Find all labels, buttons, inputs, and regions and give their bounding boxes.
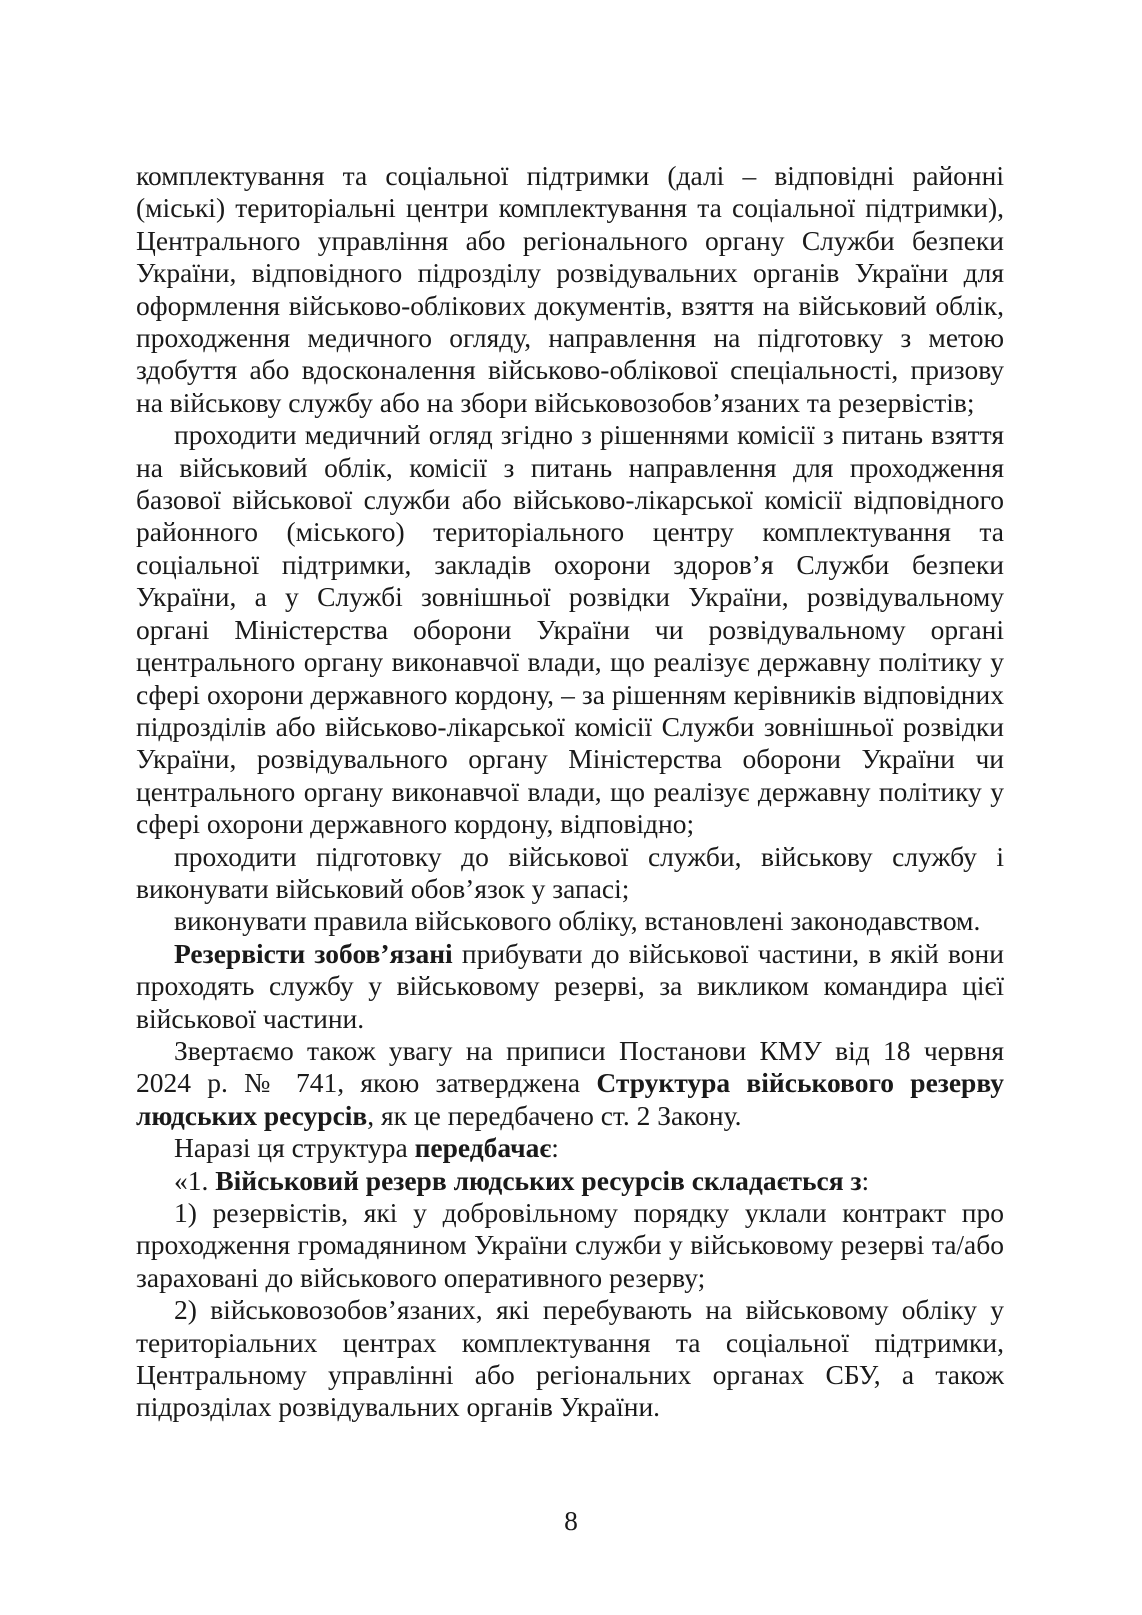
document-body: [136, 160, 1004, 1424]
paragraph: [136, 1132, 1004, 1164]
bold-phrase: Структура військового резерву людських ресурсів: [136, 1067, 1004, 1131]
paragraph: комплектування та соціальної підтримки (далі – відповідні районні (міські) територіальні центри комплектування та соціальної підтримки), Центрального управління або регіонального органу Служби безпеки України, відповідного підрозділу розвідувальних органів України для оформлення військово-облікових документів, взяття на військовий облік, проходження медичного огляду, направлення на підготовку з метою здобуття або вдосконалення військово-облікової спеціальності, призову на військову службу або на збори військовозобов’язаних та резервістів;: [136, 160, 1004, 418]
paragraph: виконувати правила військового обліку, встановлені законодавством.: [174, 905, 981, 937]
paragraph-text: :: [861, 1164, 870, 1196]
bold-phrase: передбачає: [414, 1132, 552, 1164]
paragraph: [136, 1165, 1004, 1197]
paragraph: 1) резервістів, які у добровільному порядку уклали контракт про проходження громадянином України служби у військовому резерві та/або зараховані до військового оперативного резерву;: [136, 1197, 1004, 1293]
paragraph: проходити підготовку до військової служби, військову службу і виконувати військовий обов’язок у запасі;: [136, 840, 1004, 904]
paragraph-text: :: [551, 1132, 559, 1164]
paragraph: проходити медичний огляд згідно з рішеннями комісії з питань взяття на військовий облік, комісії з питань направлення для проходження базової військової служби або військово-лікарської комісії відповідного районного (міського) територіального центру комплектування та соціальної підтримки, закладів охорони здоров’я Служби безпеки України, а у Службі зовнішньої розвідки України, розвідувальному органі Міністерства оборони України чи розвідувальному органі центрального органу виконавчої влади, що реалізує державну політику у сфері охорони державного кордону, – за рішенням керівників відповідних підрозділів або військово-лікарської комісії Служби зовнішньої розвідки України, розвідувального органу Міністерства оборони України чи центрального органу виконавчої влади, що реалізує державну політику у сфері охорони державного кордону, відповідно;: [136, 419, 1004, 840]
paragraph-text: Наразі ця структура: [174, 1132, 415, 1164]
paragraph-text: прибувати до військової частини, в якій вони проходять службу у військовому резерві, за викликом командира цієї військової частини.: [136, 937, 1004, 1034]
paragraph-text: , як це передбачено ст. 2 Закону.: [367, 1099, 742, 1131]
page-number: 8: [564, 1505, 578, 1536]
bold-phrase: Військовий резерв людських ресурсів складається з: [215, 1164, 862, 1196]
paragraph: [136, 938, 1004, 1035]
paragraph-text: Звертаємо також увагу на приписи Постанови КМУ від 18 червня 2024 р. № 741, якою затверджена: [136, 1034, 1004, 1099]
paragraph-text: «1.: [174, 1164, 216, 1196]
bold-phrase: Резервісти зобов’язані: [174, 937, 453, 969]
paragraph: [136, 1035, 1004, 1132]
paragraph: 2) військовозобов’язаних, які перебувають на військовому обліку у територіальних центрах комплектування та соціальної підтримки, Центральному управлінні або регіональних органах СБУ, а також підрозділах розвідувальних органів України.: [136, 1294, 1004, 1423]
